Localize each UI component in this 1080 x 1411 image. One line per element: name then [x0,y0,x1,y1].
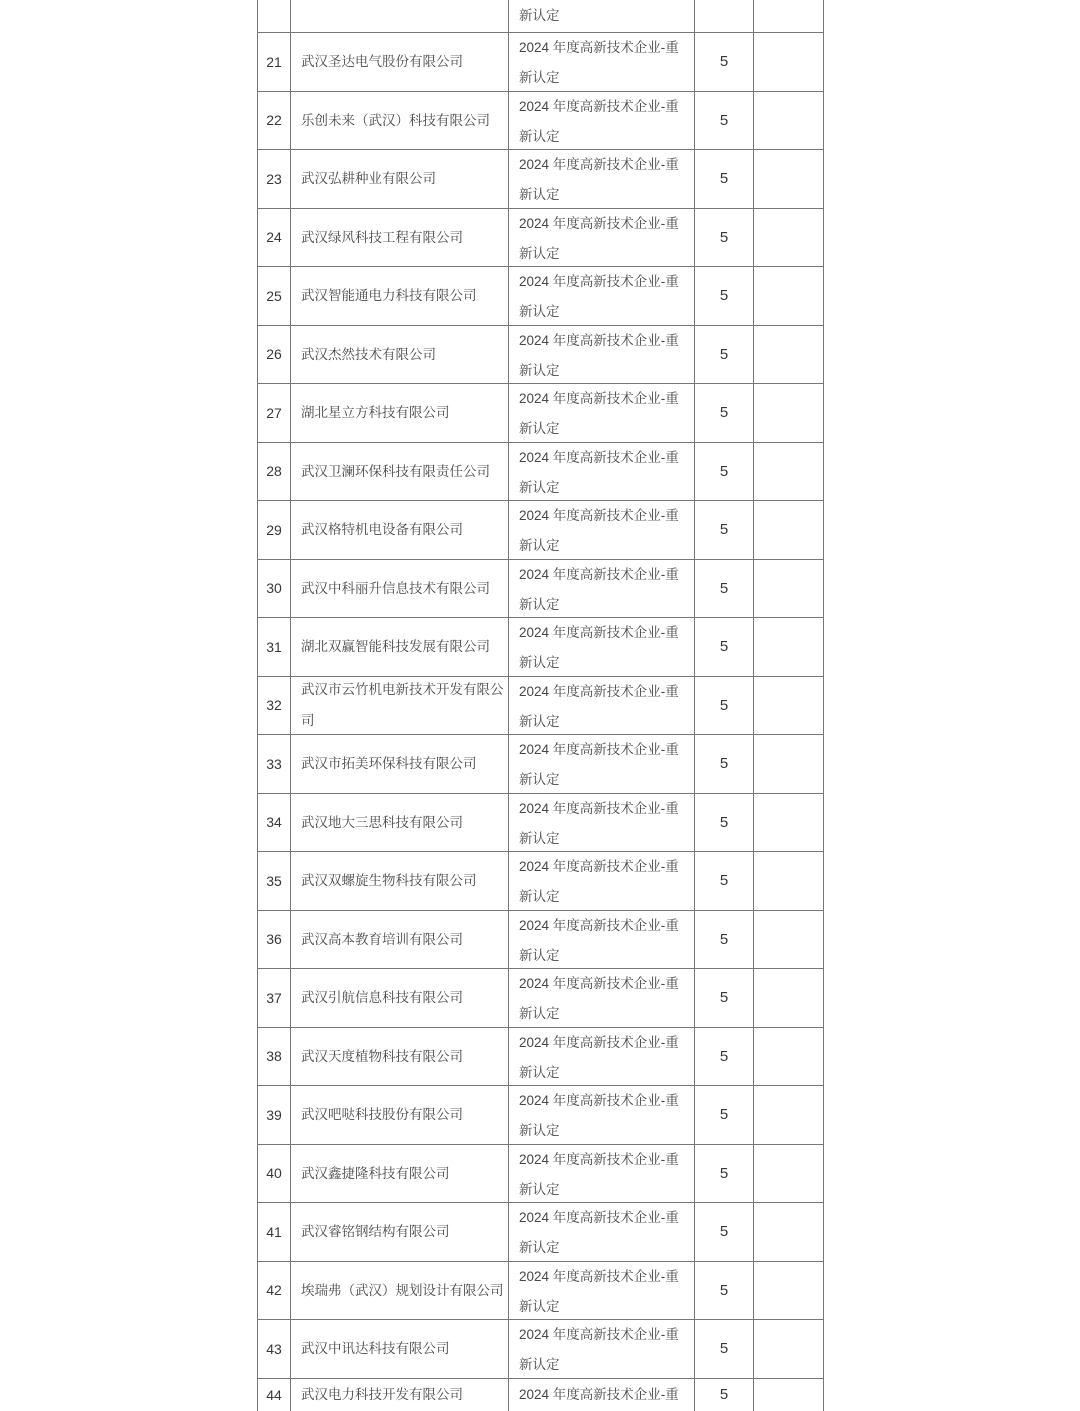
table-row [258,618,824,677]
company-name-text: 武汉引航信息科技有限公司 [301,990,463,1006]
table-row [258,1320,824,1379]
row-number-text: 23 [266,170,282,187]
project-category-cell [509,1028,695,1086]
project-category-cell [509,1145,695,1203]
category-text-line2: 新认定 [519,772,560,788]
row-number-text: 42 [266,1282,282,1299]
row-number-cell [258,677,291,735]
score-text: 5 [719,638,729,656]
company-name-text: 武汉杰然技术有限公司 [301,346,436,362]
project-category-cell [509,618,695,676]
score-cell [695,735,754,793]
category-text-line1: 2024 年度高新技术企业-重 [519,566,679,582]
score-cell [695,618,754,676]
table-row [258,501,824,560]
score-text: 5 [719,696,729,714]
project-category-cell [509,326,695,384]
company-name-cell [291,911,509,969]
row-number-text: 22 [266,112,282,129]
score-text: 5 [719,170,729,188]
category-text-line1: 2024 年度高新技术企业-重 [519,157,679,173]
row-number-text: 44 [266,1386,282,1403]
row-number-cell [258,911,291,969]
category-text-line1: 2024 年度高新技术企业-重 [519,976,679,992]
company-name-cell [291,1086,509,1144]
category-text-line2: 新认定 [519,596,560,612]
row-number-text: 33 [266,755,282,772]
company-name-text: 乐创未来（武汉）科技有限公司 [301,112,490,128]
company-name-text: 武汉市云竹机电新技术开发有限公司 [301,682,504,729]
project-category-cell [509,677,695,735]
row-number-cell [258,326,291,384]
category-text-line2: 新认定 [519,70,560,86]
project-category-cell [509,852,695,910]
company-name-text: 武汉电力科技开发有限公司 [301,1387,463,1403]
category-text-line1: 2024 年度高新技术企业-重 [519,40,679,56]
table-row [258,735,824,794]
score-cell [695,150,754,208]
row-number-cell [258,852,291,910]
company-name-cell [291,618,509,676]
score-cell [695,560,754,618]
table-row [258,150,824,209]
score-text: 5 [719,1106,729,1124]
remark-cell [754,1203,824,1261]
document-table [257,0,824,1411]
company-name-text: 武汉市拓美环保科技有限公司 [301,756,477,772]
project-category-cell [509,1203,695,1261]
score-cell [695,1028,754,1086]
score-cell [695,384,754,442]
category-text-line2: 新认定 [519,538,560,554]
project-category-cell [509,0,695,32]
company-name-text: 武汉中讯达科技有限公司 [301,1341,450,1357]
project-category-cell [509,384,695,442]
company-name-cell [291,1145,509,1203]
category-text-line2: 新认定 [519,304,560,320]
score-cell [695,852,754,910]
category-text-line1: 2024 年度高新技术企业-重 [519,332,679,348]
company-name-cell [291,1320,509,1378]
company-name-text: 武汉智能通电力科技有限公司 [301,288,477,304]
category-text-line1: 2024 年度高新技术企业-重 [519,1327,679,1343]
company-name-cell [291,1028,509,1086]
row-number-cell [258,0,291,32]
table-row [258,443,824,502]
row-number-text: 25 [266,287,282,304]
score-text: 5 [719,579,729,597]
company-name-cell [291,1379,509,1411]
remark-cell [754,33,824,91]
score-cell [695,209,754,267]
score-cell [695,501,754,559]
row-number-text: 36 [266,931,282,948]
remark-cell [754,794,824,852]
remark-cell [754,560,824,618]
row-number-text: 32 [266,697,282,714]
score-text: 5 [719,989,729,1007]
table-row [258,969,824,1028]
score-cell [695,1145,754,1203]
table-row [258,1145,824,1204]
score-cell [695,677,754,735]
score-cell [695,1379,754,1411]
company-name-text: 武汉鑫捷隆科技有限公司 [301,1165,450,1181]
company-name-cell [291,1203,509,1261]
category-text-line1: 2024 年度高新技术企业-重 [519,1151,679,1167]
category-text-line1: 2024 年度高新技术企业-重 [519,625,679,641]
category-text-line2: 新认定 [519,655,560,671]
row-number-text: 26 [266,346,282,363]
category-text-line1: 2024 年度高新技术企业-重 [519,742,679,758]
category-text-line1: 2024 年度高新技术企业-重 [519,274,679,290]
project-category-cell [509,443,695,501]
remark-cell [754,969,824,1027]
project-category-cell [509,735,695,793]
score-text: 5 [719,287,729,305]
company-name-text: 武汉格特机电设备有限公司 [301,522,463,538]
remark-cell [754,1379,824,1411]
category-text-line2: 新认定 [519,713,560,729]
score-text: 5 [719,462,729,480]
row-number-text: 38 [266,1048,282,1065]
score-text: 5 [719,1223,729,1241]
remark-cell [754,209,824,267]
company-name-text: 埃瑞弗（武汉）规划设计有限公司 [301,1282,504,1298]
table-row [258,326,824,385]
remark-cell [754,911,824,969]
category-text-line2: 新认定 [519,421,560,437]
table-row [258,384,824,443]
category-text-line2: 新认定 [519,1240,560,1256]
project-category-cell [509,911,695,969]
table-row [258,911,824,970]
company-name-cell [291,326,509,384]
row-number-cell [258,1028,291,1086]
category-text-line1: 2024 年度高新技术企业-重 [519,98,679,114]
category-text-line1: 2024 年度高新技术企业-重 [519,859,679,875]
company-name-cell [291,735,509,793]
category-text-line2: 新认定 [519,830,560,846]
score-text: 5 [719,1047,729,1065]
category-text-line1: 2024 年度高新技术企业-重 [519,1268,679,1284]
carryover-row [258,0,824,33]
remark-cell [754,618,824,676]
table-row [258,92,824,151]
remark-cell [754,1028,824,1086]
remark-cell [754,1145,824,1203]
company-name-cell [291,1262,509,1320]
score-cell [695,1262,754,1320]
row-number-cell [258,1379,291,1411]
company-name-cell [291,0,509,32]
company-name-cell [291,852,509,910]
category-continuation-text: 新认定 [519,8,560,23]
table-row [258,677,824,736]
row-number-cell [258,92,291,150]
row-number-cell [258,1262,291,1320]
project-category-cell [509,33,695,91]
row-number-text: 29 [266,521,282,538]
project-category-cell [509,1320,695,1378]
project-category-cell [509,209,695,267]
table-row [258,794,824,853]
category-text-line2: 新认定 [519,1006,560,1022]
company-name-text: 武汉圣达电气股份有限公司 [301,54,463,70]
company-name-cell [291,560,509,618]
company-name-cell [291,969,509,1027]
score-text: 5 [719,111,729,129]
score-cell [695,1320,754,1378]
remark-cell [754,1086,824,1144]
project-category-cell [509,1379,695,1411]
row-number-cell [258,501,291,559]
company-name-text: 武汉地大三思科技有限公司 [301,814,463,830]
row-number-text: 39 [266,1106,282,1123]
score-text: 5 [719,1164,729,1182]
category-text-line1: 2024 年度高新技术企业-重 [519,508,679,524]
company-name-cell [291,33,509,91]
company-name-text: 武汉吧哒科技股份有限公司 [301,1107,463,1123]
category-text-line1: 2024 年度高新技术企业-重 [519,215,679,231]
table-row [258,852,824,911]
category-text-line2: 新认定 [519,128,560,144]
score-cell [695,969,754,1027]
score-text: 5 [719,872,729,890]
remark-cell [754,0,824,32]
category-text-line1: 2024 年度高新技术企业-重 [519,800,679,816]
company-name-text: 武汉中科丽升信息技术有限公司 [301,580,490,596]
table-row [258,1262,824,1321]
row-number-cell [258,33,291,91]
score-text: 5 [719,755,729,773]
row-number-cell [258,209,291,267]
project-category-cell [509,1262,695,1320]
row-number-text: 37 [266,989,282,1006]
score-cell [695,794,754,852]
score-text: 5 [719,521,729,539]
score-text: 5 [719,930,729,948]
category-text-line2: 新认定 [519,1123,560,1139]
company-name-text: 武汉睿铭钢结构有限公司 [301,1224,450,1240]
row-number-cell [258,618,291,676]
remark-cell [754,384,824,442]
row-number-cell [258,384,291,442]
table-row [258,1203,824,1262]
company-name-cell [291,150,509,208]
category-text-line2: 新认定 [519,889,560,905]
category-text-line1: 2024 年度高新技术企业-重 [519,1386,679,1402]
row-number-cell [258,1086,291,1144]
row-number-cell [258,1320,291,1378]
score-cell [695,0,754,32]
score-text: 5 [719,1386,729,1404]
row-number-cell [258,560,291,618]
score-cell [695,1086,754,1144]
category-text-line1: 2024 年度高新技术企业-重 [519,449,679,465]
row-number-cell [258,969,291,1027]
company-name-cell [291,501,509,559]
company-name-text: 湖北星立方科技有限公司 [301,405,450,421]
category-text-line1: 2024 年度高新技术企业-重 [519,683,679,699]
row-number-cell [258,1145,291,1203]
project-category-cell [509,150,695,208]
remark-cell [754,677,824,735]
company-name-text: 武汉卫澜环保科技有限责任公司 [301,463,490,479]
table-row [258,1086,824,1145]
remark-cell [754,443,824,501]
remark-cell [754,267,824,325]
project-category-cell [509,1086,695,1144]
company-name-cell [291,209,509,267]
score-text: 5 [719,813,729,831]
company-name-cell [291,677,509,735]
row-number-cell [258,794,291,852]
remark-cell [754,501,824,559]
score-text: 5 [719,228,729,246]
project-category-cell [509,92,695,150]
project-category-cell [509,560,695,618]
category-text-line2: 新认定 [519,245,560,261]
score-cell [695,326,754,384]
category-text-line2: 新认定 [519,362,560,378]
category-text-line2: 新认定 [519,1181,560,1197]
score-text: 5 [719,53,729,71]
remark-cell [754,1320,824,1378]
remark-cell [754,92,824,150]
remark-cell [754,735,824,793]
company-name-text: 武汉高本教育培训有限公司 [301,931,463,947]
row-number-cell [258,267,291,325]
company-name-text: 湖北双赢智能科技发展有限公司 [301,639,490,655]
score-text: 5 [719,345,729,363]
category-text-line1: 2024 年度高新技术企业-重 [519,1034,679,1050]
project-category-cell [509,501,695,559]
row-number-cell [258,150,291,208]
category-text-line2: 新认定 [519,1298,560,1314]
remark-cell [754,150,824,208]
table-row [258,209,824,268]
category-text-line1: 2024 年度高新技术企业-重 [519,1210,679,1226]
category-text-line2: 新认定 [519,187,560,203]
table-row [258,1028,824,1087]
row-number-text: 27 [266,404,282,421]
category-text-line1: 2024 年度高新技术企业-重 [519,391,679,407]
company-name-cell [291,92,509,150]
company-name-cell [291,267,509,325]
score-cell [695,92,754,150]
category-text-line2: 新认定 [519,1064,560,1080]
score-cell [695,911,754,969]
row-number-text: 31 [266,638,282,655]
company-name-text: 武汉绿风科技工程有限公司 [301,229,463,245]
project-category-cell [509,969,695,1027]
row-number-text: 34 [266,814,282,831]
table-row [258,267,824,326]
remark-cell [754,852,824,910]
score-cell [695,1203,754,1261]
row-number-cell [258,443,291,501]
company-name-cell [291,794,509,852]
table-row-partial [258,1379,824,1411]
table-row [258,560,824,619]
score-text: 5 [719,1281,729,1299]
remark-cell [754,1262,824,1320]
project-category-cell [509,794,695,852]
table-row [258,33,824,92]
company-name-text: 武汉双螺旋生物科技有限公司 [301,873,477,889]
row-number-text: 30 [266,580,282,597]
score-cell [695,267,754,325]
category-text-line1: 2024 年度高新技术企业-重 [519,917,679,933]
row-number-text: 35 [266,872,282,889]
score-text: 5 [719,404,729,422]
category-text-line2: 新认定 [519,947,560,963]
row-number-text: 40 [266,1165,282,1182]
score-cell [695,33,754,91]
company-name-cell [291,384,509,442]
category-text-line2: 新认定 [519,479,560,495]
score-text: 5 [719,1340,729,1358]
row-number-text: 43 [266,1340,282,1357]
company-name-cell [291,443,509,501]
row-number-cell [258,735,291,793]
row-number-text: 41 [266,1223,282,1240]
project-category-cell [509,267,695,325]
remark-cell [754,326,824,384]
category-text-line1: 2024 年度高新技术企业-重 [519,1093,679,1109]
document-table-body [258,33,824,1379]
row-number-cell [258,1203,291,1261]
company-name-text: 武汉天度植物科技有限公司 [301,1048,463,1064]
score-cell [695,443,754,501]
category-text-line2: 新认定 [519,1357,560,1373]
row-number-text: 28 [266,463,282,480]
company-name-text: 武汉弘耕种业有限公司 [301,171,436,187]
row-number-text: 24 [266,229,282,246]
row-number-text: 21 [266,53,282,70]
